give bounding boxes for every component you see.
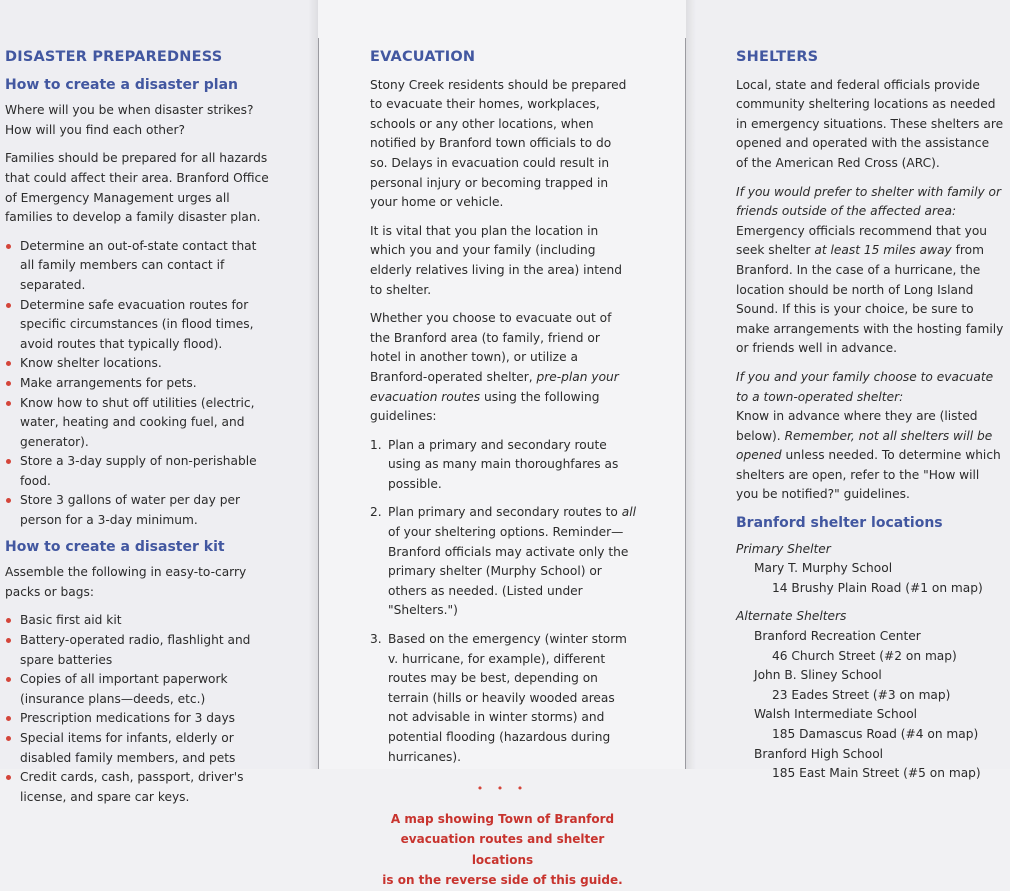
plan-intro: [5, 101, 318, 140]
shelter-name: Branford High School: [754, 746, 884, 761]
separator-dots: • • •: [476, 782, 529, 796]
shelter-address: 14 Brushy Plain Road (#1 on map): [772, 580, 983, 595]
step-text: of your sheltering options. Reminder—Branford officials may activate only the primary shelter (Murphy School) or others as needed. (Listed under "Shelters."): [388, 525, 629, 618]
plan-intro-line-1: Where will you be when disaster strikes?: [5, 103, 254, 118]
plan-list: [5, 237, 273, 531]
map-note: [370, 809, 635, 891]
map-note-line-3: is on the reverse side of this guide.: [382, 873, 623, 888]
paragraph-text: using the following guidelines:: [370, 389, 600, 424]
list-item: Store 3 gallons of water per day per person for a 3-day minimum.: [5, 491, 273, 530]
list-item: Determine safe evacuation routes for specific circumstances (in flood times, avoid routes that typically flood).: [5, 296, 273, 355]
heading-shelter-locations: Branford shelter locations: [736, 515, 943, 532]
paragraph-text: Emergency officials recommend that you seek shelter: [736, 223, 988, 258]
list-item: Make arrangements for pets.: [5, 374, 273, 394]
list-item: Know shelter locations.: [5, 354, 273, 374]
shelters-friends-block: [736, 183, 1004, 359]
map-note-line-1: A map showing Town of Branford: [390, 811, 615, 826]
shelter-name: Branford Recreation Center: [754, 629, 921, 644]
heading-disaster-plan: How to create a disaster plan: [5, 76, 238, 93]
section-title-disaster-preparedness: DISASTER PREPAREDNESS: [5, 49, 223, 65]
fold-line-right: [685, 38, 686, 769]
paragraph-text: Know in advance where they are (listed below).: [736, 409, 978, 443]
step-text: Based on the emergency (winter storm v. hurricane, for example), different routes may be best, depending on terrain (hills or heavily wooded areas not advisable in winter storms) and potential flooding (hazardous during hurricanes).: [388, 632, 627, 764]
list-item: Special items for infants, elderly or disabled family members, and pets: [5, 729, 271, 768]
panel-disaster-preparedness: [0, 0, 318, 804]
plan-paragraph: Families should be prepared for all hazards that could affect their area. Branford Office of Emergency Management urges all families to develop a family disaster plan.: [5, 151, 269, 225]
paragraph-text: Whether you choose to evacuate out of the Branford area (to family, friend or hotel in another town), or utilize a Branford-operated shelter,: [370, 311, 612, 384]
map-note-line-2: evacuation routes and shelter locations: [400, 832, 605, 867]
town-heading: If you and your family choose to evacuate to a town-operated shelter:: [736, 369, 994, 404]
shelters-paragraph-1: Local, state and federal officials provide community sheltering locations as needed in emergency situations. These shelters are opened and operated with the assistance of the American Red Cross (ARC).: [736, 77, 1004, 170]
list-item: Store a 3-day supply of non-perishable food.: [5, 452, 273, 491]
paragraph-text: from Branford. In the case of a hurricane, the location should be north of Long Island Sound. If this is your choice, be sure to make arrangements with the hosting family or friends well in advance.: [736, 243, 1004, 356]
step-text: Plan a primary and secondary route using as many main thoroughfares as possible.: [388, 437, 619, 491]
heading-disaster-kit: How to create a disaster kit: [5, 538, 225, 555]
shelter-address: 185 Damascus Road (#4 on map): [772, 727, 979, 741]
emphasis-text: pre-plan your evacuation routes: [370, 369, 619, 404]
plan-intro-line-2: How will you find each other?: [5, 122, 185, 137]
list-item: Determine an out-of-state contact that all family members can contact if separated.: [5, 237, 273, 296]
shelters-town-block: [736, 368, 1004, 505]
list-item: Know how to shut off utilities (electric, water, heating and cooking fuel, and generator).: [5, 394, 273, 453]
fold-shadow-right: [686, 0, 696, 769]
kit-list: [5, 611, 271, 807]
section-title-shelters: SHELTERS: [736, 49, 819, 65]
list-item: [370, 436, 636, 495]
step-text: Plan primary and secondary routes to: [388, 505, 622, 520]
emphasis-text: Remember, not all shelters will be opened: [736, 428, 993, 463]
evacuation-paragraph-2: It is vital that you plan the location in which you and your family (including elderly relatives living in the area) intend to shelter.: [370, 223, 623, 297]
step-number: 3.: [370, 632, 382, 647]
list-item: Copies of all important paperwork (insurance plans—deeds, etc.): [5, 670, 271, 709]
step-number: 1.: [370, 437, 382, 452]
kit-intro: Assemble the following in easy-to-carry packs or bags:: [5, 565, 247, 599]
emphasis-text: at least 15 miles away: [814, 243, 952, 258]
list-item: Battery-operated radio, flashlight and spare batteries: [5, 631, 271, 670]
fold-line-left: [318, 38, 319, 769]
shelter-name: Walsh Intermediate School: [754, 707, 918, 722]
shelter-name: Mary T. Murphy School: [754, 561, 893, 576]
friends-heading: If you would prefer to shelter with family or friends outside of the affected area:: [736, 184, 1002, 219]
alternate-shelters-label: Alternate Shelters: [736, 609, 847, 624]
shelter-name: John B. Sliney School: [754, 668, 882, 683]
list-item: [370, 630, 636, 767]
evacuation-paragraph-1: Stony Creek residents should be prepared to evacuate their homes, workplaces, schools or any other locations, when notified by Branford town officials to do so. Delays in evacuation could result in personal injury or becoming trapped in your home or vehicle.: [370, 77, 627, 210]
panel-shelters: [686, 0, 1010, 781]
list-item: Prescription medications for 3 days: [5, 709, 271, 729]
panel-evacuation: [318, 0, 686, 888]
shelter-address: 23 Eades Street (#3 on map): [772, 687, 951, 702]
shelter-locations: [736, 540, 1010, 784]
list-item: [370, 503, 636, 621]
shelter-address: 185 East Main Street (#5 on map): [772, 766, 981, 781]
list-item: Basic first aid kit: [5, 611, 271, 631]
paragraph-text: unless needed. To determine which shelters are open, refer to the "How will you be notified?" guidelines.: [736, 448, 1001, 502]
fold-shadow-left: [308, 0, 318, 769]
step-number: 2.: [370, 505, 382, 520]
primary-shelter-label: Primary Shelter: [736, 541, 831, 556]
section-title-evacuation: EVACUATION: [370, 49, 476, 65]
list-item: Credit cards, cash, passport, driver's license, and spare car keys.: [5, 768, 271, 807]
evacuation-paragraph-3: [370, 309, 632, 427]
shelter-address: 46 Church Street (#2 on map): [772, 648, 957, 663]
emphasis-text: all: [621, 505, 636, 520]
guidelines-list: [370, 436, 636, 768]
